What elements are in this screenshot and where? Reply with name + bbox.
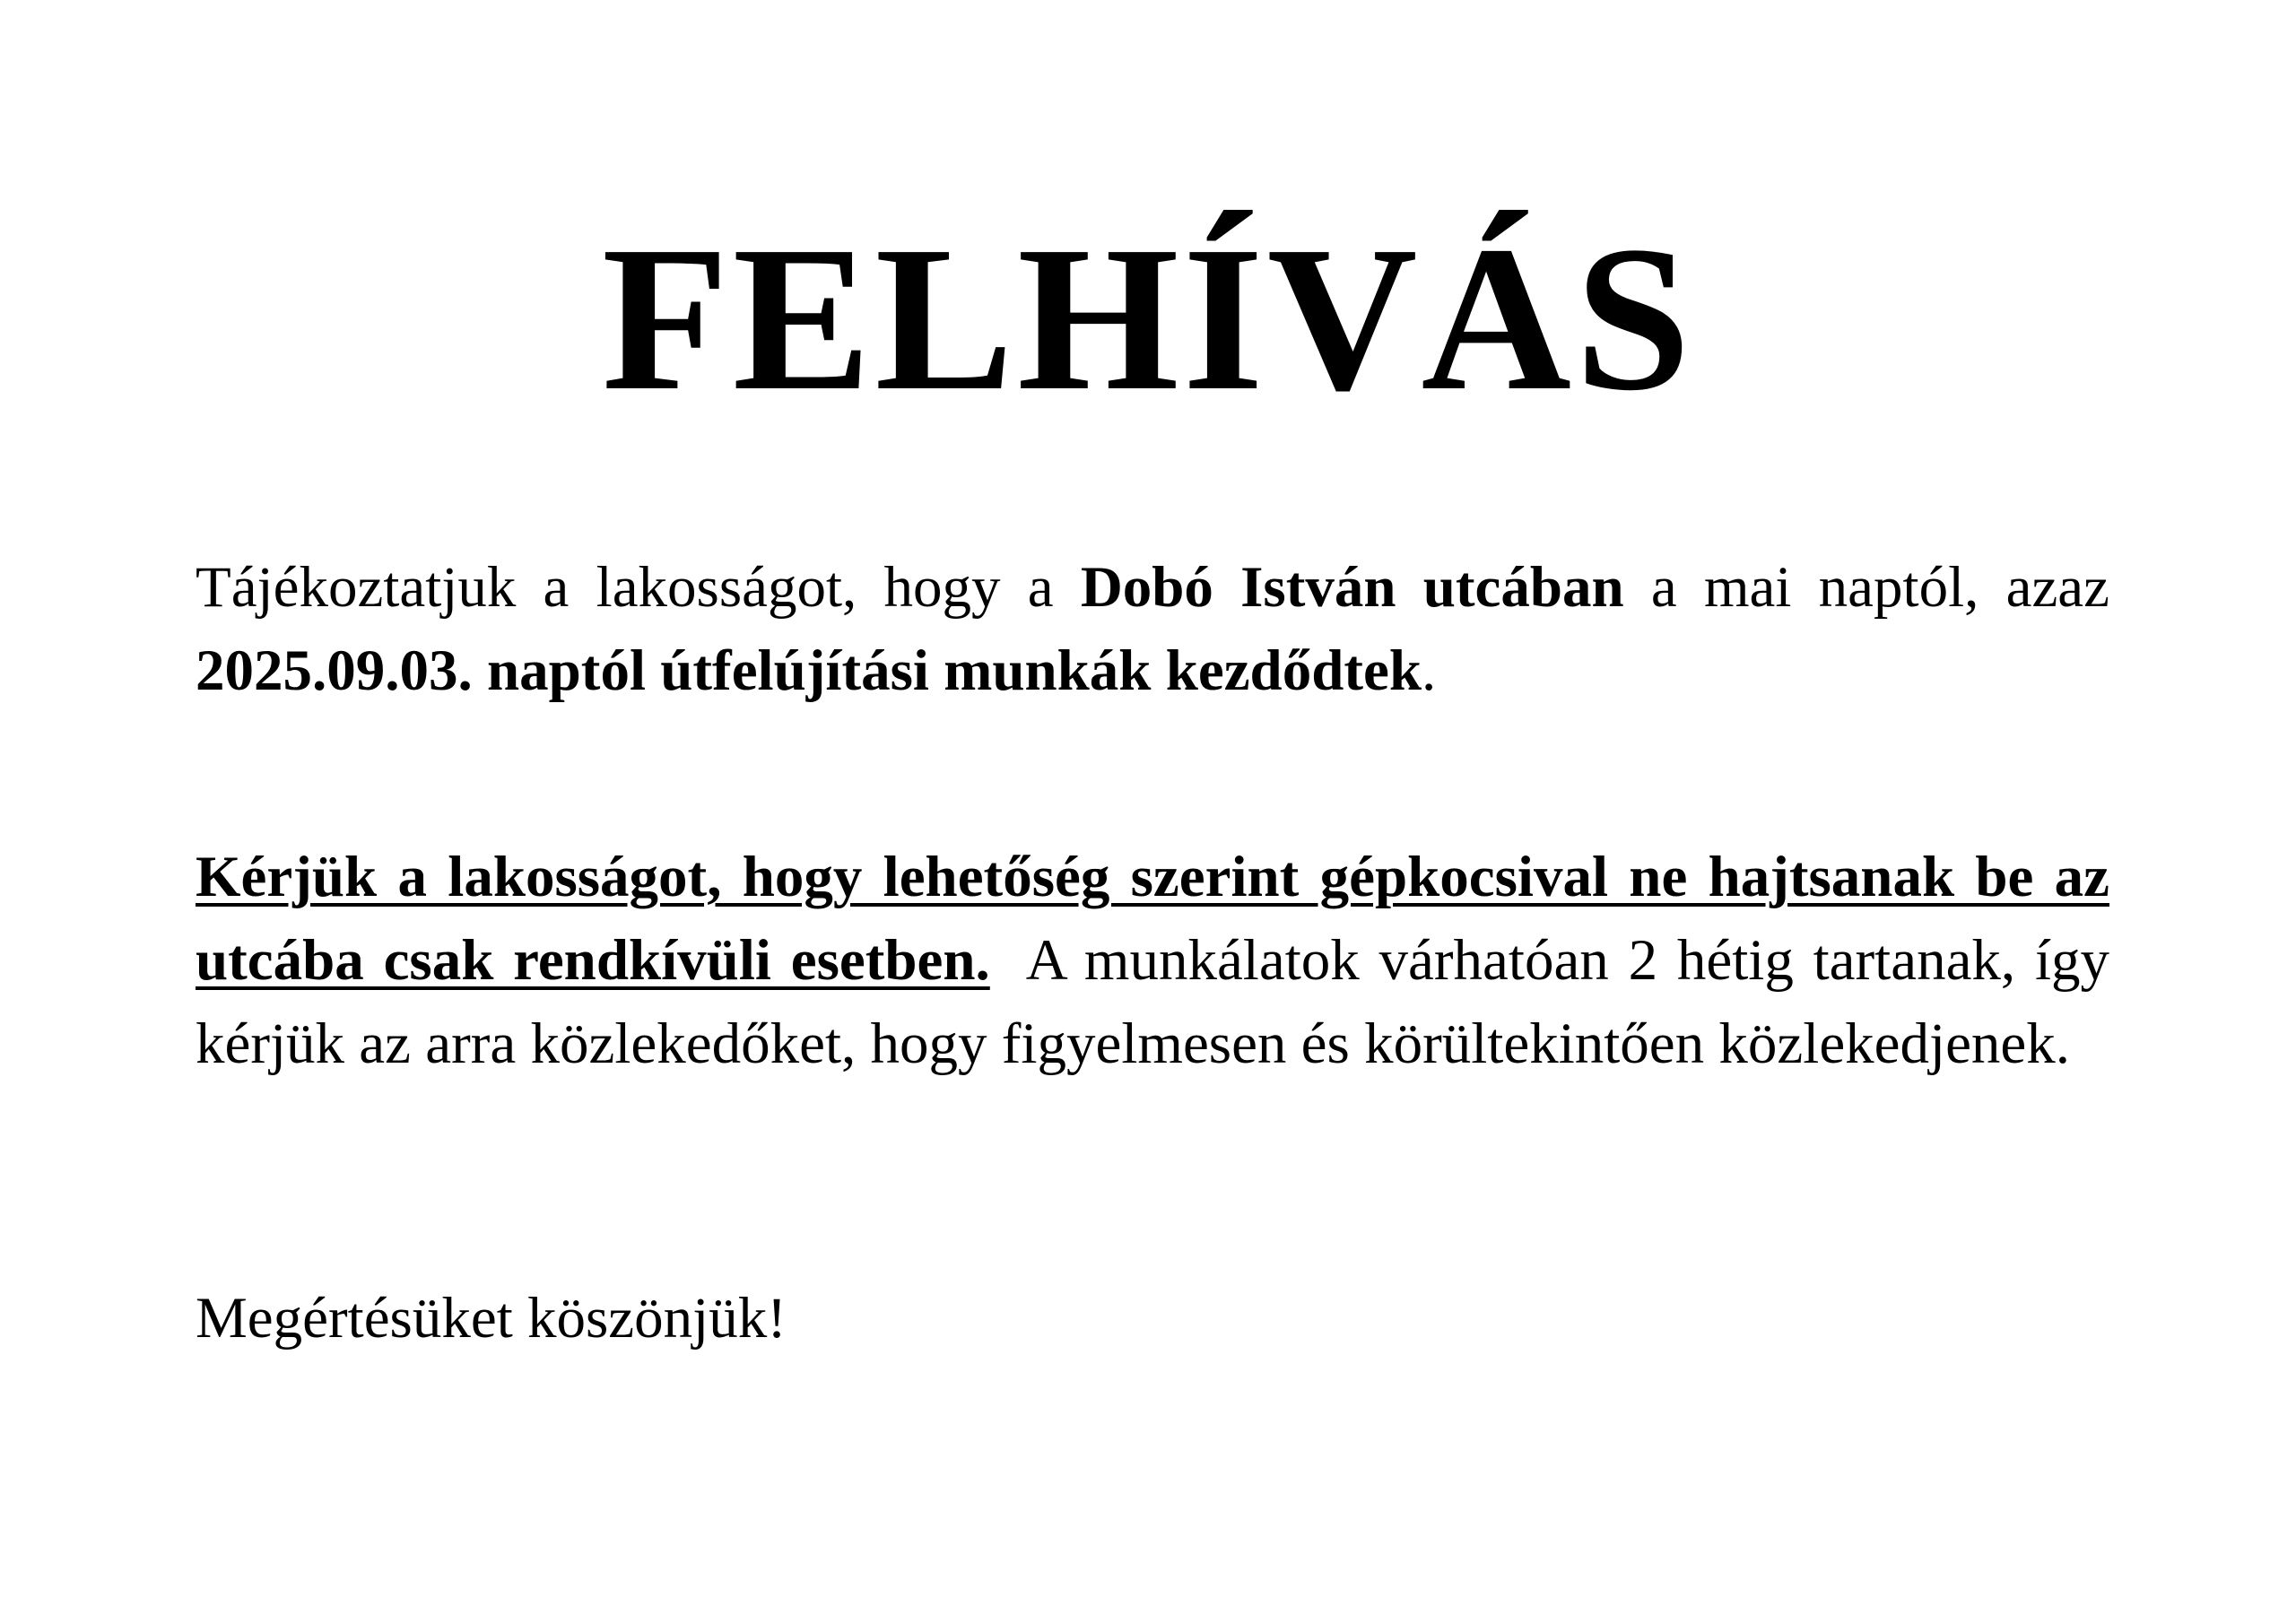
p1-text-2: a mai naptól, azaz	[1623, 555, 2110, 620]
notice-closing: Megértésüket köszönjük!	[196, 1286, 787, 1350]
p2-spacer	[990, 928, 1026, 993]
p1-text-1: Tájékoztatjuk a lakosságot, hogy a	[196, 555, 1081, 620]
notice-title: FELHÍVÁS	[601, 204, 1695, 434]
p2-text: A munkálatok várhatóan 2 hétig tartanak, így kérjük az arra közlekedőket, hogy figyelmesen és körültekintően közlekedjenek.	[196, 928, 2110, 1076]
p2-request: Kérjük a lakosságot, hogy lehetőség szerint gépkocsival ne hajtsanak be az utcába csak rendkívüli esetben.	[196, 845, 2109, 993]
p1-start-date: 2025.09.03. naptól útfelújítási munkák kezdődtek	[196, 638, 1422, 703]
p1-street-name: Dobó István utcában	[1080, 555, 1624, 620]
notice-paragraph-1	[196, 546, 2109, 713]
p1-text-3: .	[1422, 638, 1437, 703]
notice-paragraph-2	[196, 836, 2109, 1086]
